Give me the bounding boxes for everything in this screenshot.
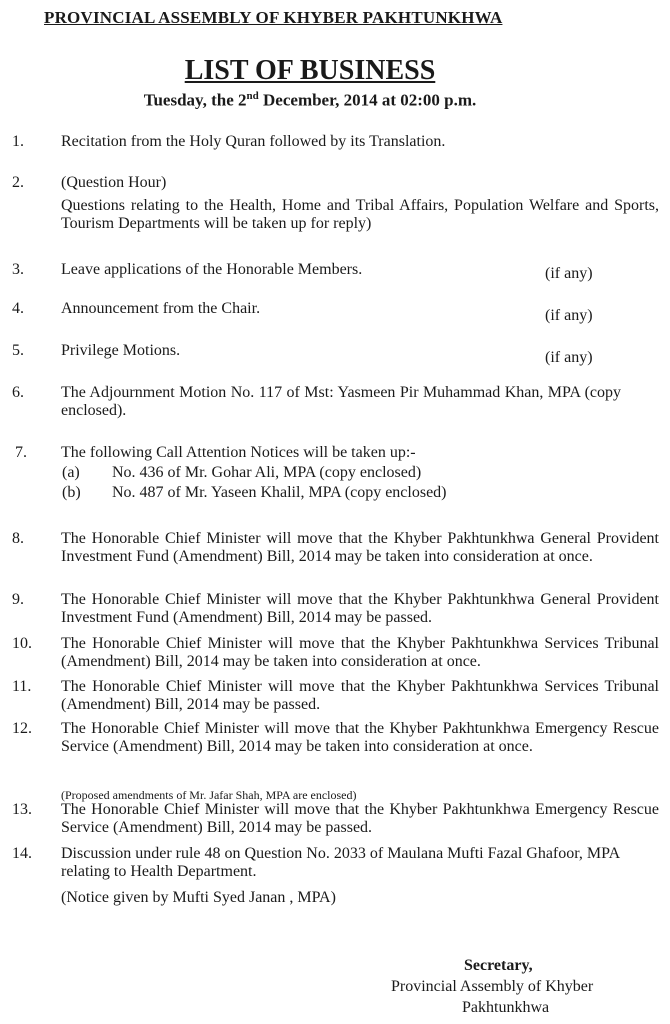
if-any-note: (if any): [545, 349, 593, 366]
item-number: 2.: [12, 174, 24, 191]
item-text: The Honorable Chief Minister will move that the Khyber Pakhtunkhwa General Provident Investment Fund (Amendment) Bill, 2014 may be taken into consideration at once.: [61, 530, 659, 565]
assembly-header: PROVINCIAL ASSEMBLY OF KHYBER PAKHTUNKHWA: [44, 8, 503, 27]
item-number: 5.: [12, 342, 24, 359]
secretary-org-line1: Provincial Assembly of Khyber: [391, 978, 594, 995]
item-number: 3.: [12, 261, 24, 278]
item-text: Announcement from the Chair.: [61, 300, 261, 317]
subitem-text: No. 436 of Mr. Gohar Ali, MPA (copy enclosed): [112, 464, 422, 481]
item-text: The Honorable Chief Minister will move that the Khyber Pakhtunkhwa Services Tribunal (Amendment) Bill, 2014 may be taken into consideration at once.: [61, 635, 659, 670]
item-text: The Honorable Chief Minister will move that the Khyber Pakhtunkhwa Emergency Rescue Service (Amendment) Bill, 2014 may be taken into consideration at once.: [61, 720, 659, 755]
item-number: 13.: [12, 801, 32, 818]
item-number: 6.: [12, 384, 24, 401]
subitem-label: (b): [62, 484, 81, 501]
amendment-note: (Proposed amendments of Mr. Jafar Shah, MPA are enclosed): [61, 788, 357, 802]
item-text: Discussion under rule 48 on Question No. 2033 of Maulana Mufti Fazal Ghafoor, MPA relating to Health Department.: [61, 845, 620, 880]
secretary-title: Secretary,: [464, 957, 533, 974]
subitem-label: (a): [62, 464, 80, 481]
item-text: The Honorable Chief Minister will move that the Khyber Pakhtunkhwa Emergency Rescue Service (Amendment) Bill, 2014 may be passed.: [61, 801, 659, 836]
session-date: Tuesday, the 2nd December, 2014 at 02:00 p.m.: [143, 90, 477, 110]
item-heading: (Question Hour): [61, 174, 167, 191]
item-text: Recitation from the Holy Quran followed by its Translation.: [61, 133, 446, 150]
secretary-org-line2: Pakhtunkhwa: [462, 999, 550, 1016]
item-text: Leave applications of the Honorable Members.: [61, 261, 363, 278]
item-number: 4.: [12, 300, 24, 317]
item-number: 7.: [15, 444, 27, 461]
item-number: 1.: [12, 133, 24, 150]
item-text: The Honorable Chief Minister will move that the Khyber Pakhtunkhwa Services Tribunal (Amendment) Bill, 2014 may be passed.: [61, 678, 659, 713]
item-number: 11.: [12, 678, 32, 695]
item-number: 9.: [12, 591, 24, 608]
item-text: Questions relating to the Health, Home and Tribal Affairs, Population Welfare and Sports, Tourism Departments will be taken up for reply): [61, 197, 659, 232]
item-text: Privilege Motions.: [61, 342, 181, 359]
item-text: The Honorable Chief Minister will move that the Khyber Pakhtunkhwa General Provident Investment Fund (Amendment) Bill, 2014 may be passed.: [61, 591, 659, 626]
if-any-note: (if any): [545, 265, 593, 282]
item-text: The following Call Attention Notices will be taken up:-: [61, 444, 416, 461]
item-number: 12.: [12, 720, 32, 737]
item-number: 14.: [12, 845, 32, 862]
document-title: LIST OF BUSINESS: [184, 55, 436, 86]
item-text: The Adjournment Motion No. 117 of Mst: Yasmeen Pir Muhammad Khan, MPA (copy enclosed).: [61, 384, 621, 419]
item-number: 10.: [12, 635, 32, 652]
notice-note: (Notice given by Mufti Syed Janan , MPA): [61, 889, 336, 906]
if-any-note: (if any): [545, 307, 593, 324]
item-number: 8.: [12, 530, 24, 547]
subitem-text: No. 487 of Mr. Yaseen Khalil, MPA (copy enclosed): [112, 484, 447, 501]
